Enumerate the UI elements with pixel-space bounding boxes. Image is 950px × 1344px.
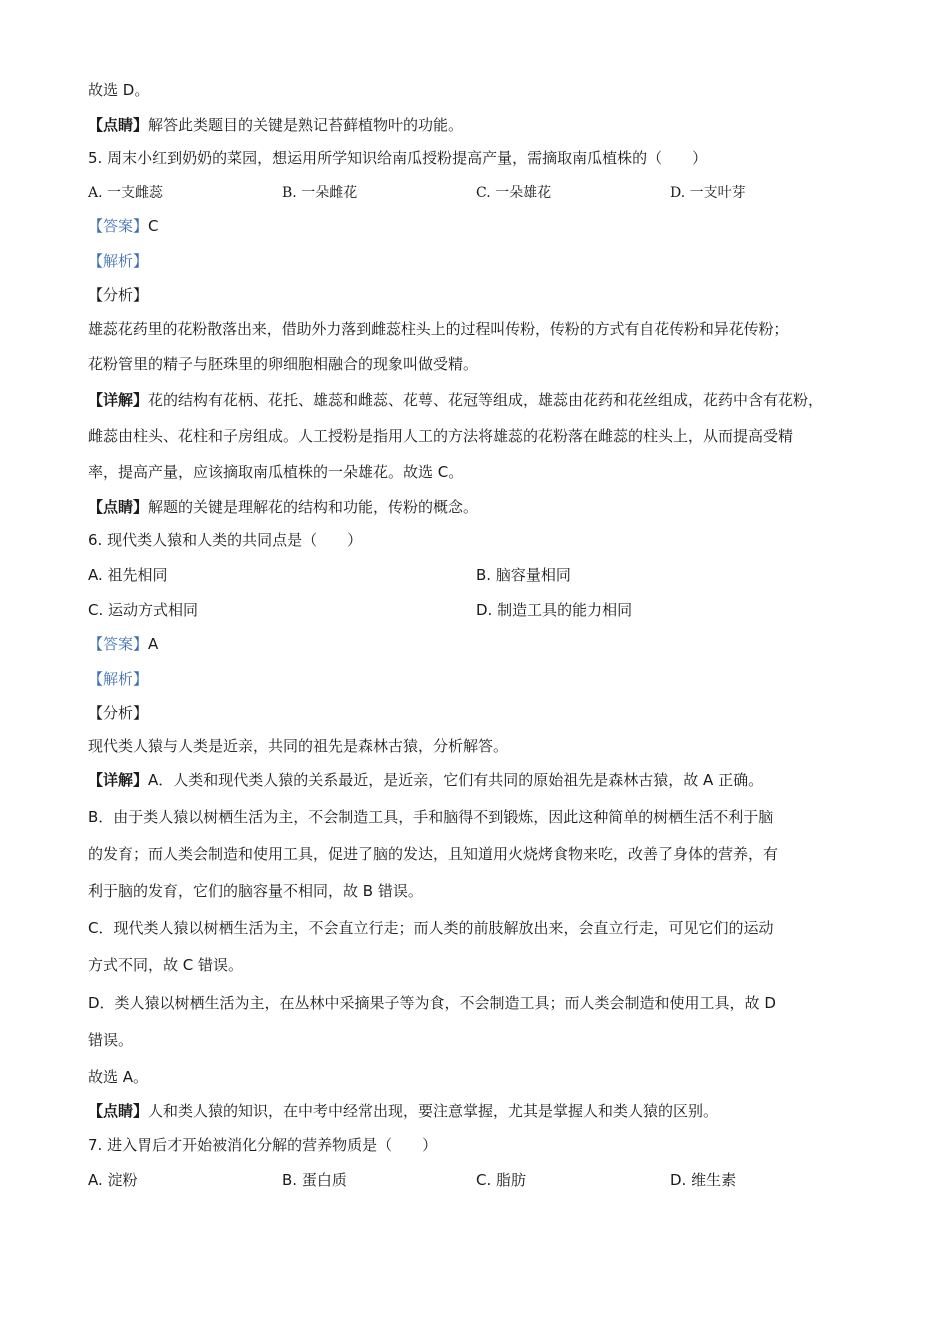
q5-detail-tag: 【详解】 bbox=[88, 391, 149, 409]
q6-analysis-tag: 【解析】 bbox=[88, 670, 149, 688]
q6-option-b: B. 脑容量相同 bbox=[476, 566, 571, 584]
q6-tip-line: 【点睛】人和类人猿的知识，在中考中经常出现，要注意掌握，尤其是掌握人和类人猿的区别。 bbox=[88, 1102, 719, 1120]
q5-tip-line: 【点睛】解题的关键是理解花的结构和功能，传粉的概念。 bbox=[88, 498, 479, 516]
tip-text: 解答此类题目的关键是熟记苔藓植物叶的功能。 bbox=[148, 116, 464, 134]
q6-option-c: C. 运动方式相同 bbox=[88, 601, 199, 619]
q6-detail-tag: 【详解】 bbox=[88, 771, 149, 789]
q5-fenxi-tag: 【分析】 bbox=[88, 286, 149, 304]
q6-detail-line-c2: 方式不同，故 C 错误。 bbox=[88, 956, 244, 974]
q6-answer-tag: 【答案】 bbox=[88, 635, 149, 653]
q6-option-a: A. 祖先相同 bbox=[88, 566, 168, 584]
tip-line bbox=[88, 115, 878, 135]
q6-detail-line-d1: D．类人猿以树栖生活为主，在丛林中采摘果子等为食，不会制造工具；而人类会制造和使用工具，故 D bbox=[88, 994, 776, 1012]
q6-conclusion: 故选 A。 bbox=[88, 1068, 149, 1086]
q5-analysis-tag: 【解析】 bbox=[88, 252, 149, 270]
q7-option-c: C. 脂肪 bbox=[476, 1171, 527, 1189]
q6-detail-line-b2: 的发育；而人类会制造和使用工具，促进了脑的发达，且知道用火烧烤食物来吃，改善了身体的营养，有 bbox=[88, 845, 779, 863]
q6-detail-line-b3: 利于脑的发育，它们的脑容量不相同，故 B 错误。 bbox=[88, 882, 423, 900]
q5-option-b: B. 一朵雌花 bbox=[282, 185, 358, 201]
question-7: 7. 进入胃后才开始被消化分解的营养物质是（ ） bbox=[88, 1136, 438, 1154]
question-5: 5. 周末小红到奶奶的菜园，想运用所学知识给南瓜授粉提高产量，需摘取南瓜植株的（ ） bbox=[88, 149, 708, 167]
q6-detail-line-c1: C．现代类人猿以树栖生活为主，不会直立行走；而人类的前肢解放出来，会直立行走，可见它们的运动 bbox=[88, 919, 774, 937]
q7-option-b: B. 蛋白质 bbox=[282, 1171, 347, 1189]
q6-detail-line-b1: B．由于类人猿以树栖生活为主，不会制造工具，手和脑得不到锻炼，因此这种简单的树栖生活不利于脑 bbox=[88, 808, 774, 826]
q6-fenxi-tag: 【分析】 bbox=[88, 704, 149, 722]
q5-fenxi-text-1: 雄蕊花药里的花粉散落出来，借助外力落到雌蕊柱头上的过程叫传粉，传粉的方式有自花传粉和异花传粉； bbox=[88, 320, 789, 338]
q5-detail-line-2: 雌蕊由柱头、花柱和子房组成。人工授粉是指用人工的方法将雄蕊的花粉落在雌蕊的柱头上，从而提高受精 bbox=[88, 427, 794, 445]
question-6: 6. 现代类人猿和人类的共同点是（ ） bbox=[88, 531, 363, 549]
q5-tip-tag: 【点睛】 bbox=[88, 498, 149, 516]
q5-detail-line-3: 率，提高产量，应该摘取南瓜植株的一朵雄花。故选 C。 bbox=[88, 463, 464, 481]
q7-option-a: A. 淀粉 bbox=[88, 1171, 138, 1189]
q6-detail-line-d2: 错误。 bbox=[88, 1031, 134, 1049]
q6-answer: A bbox=[148, 635, 159, 653]
q6-answer-line bbox=[88, 634, 878, 654]
q6-detail-line-a: 【详解】A．人类和现代类人猿的关系最近，是近亲，它们有共同的原始祖先是森林古猿，故 A 正确。 bbox=[88, 771, 764, 789]
q6-tip-tag: 【点睛】 bbox=[88, 1102, 149, 1120]
q6-option-d: D. 制造工具的能力相同 bbox=[476, 601, 633, 619]
q5-answer-tag: 【答案】 bbox=[88, 217, 149, 235]
q5-fenxi-text-2: 花粉管里的精子与胚珠里的卵细胞相融合的现象叫做受精。 bbox=[88, 355, 479, 373]
q5-option-d: D. 一支叶芽 bbox=[670, 185, 746, 201]
q5-option-c: C. 一朵雄花 bbox=[476, 185, 552, 201]
tip-tag: 【点睛】 bbox=[88, 116, 149, 134]
conclusion-line: 故选 D。 bbox=[88, 81, 150, 99]
q5-answer-line bbox=[88, 216, 878, 236]
q5-option-a: A. 一支雌蕊 bbox=[88, 185, 164, 201]
q5-detail-line-1: 【详解】花的结构有花柄、花托、雄蕊和雌蕊、花萼、花冠等组成，雄蕊由花药和花丝组成，花药中含有花粉， bbox=[88, 391, 824, 409]
q6-fenxi-text: 现代类人猿与人类是近亲，共同的祖先是森林古猿，分析解答。 bbox=[88, 737, 509, 755]
q5-answer: C bbox=[148, 217, 159, 235]
q7-option-d: D. 维生素 bbox=[670, 1171, 737, 1189]
